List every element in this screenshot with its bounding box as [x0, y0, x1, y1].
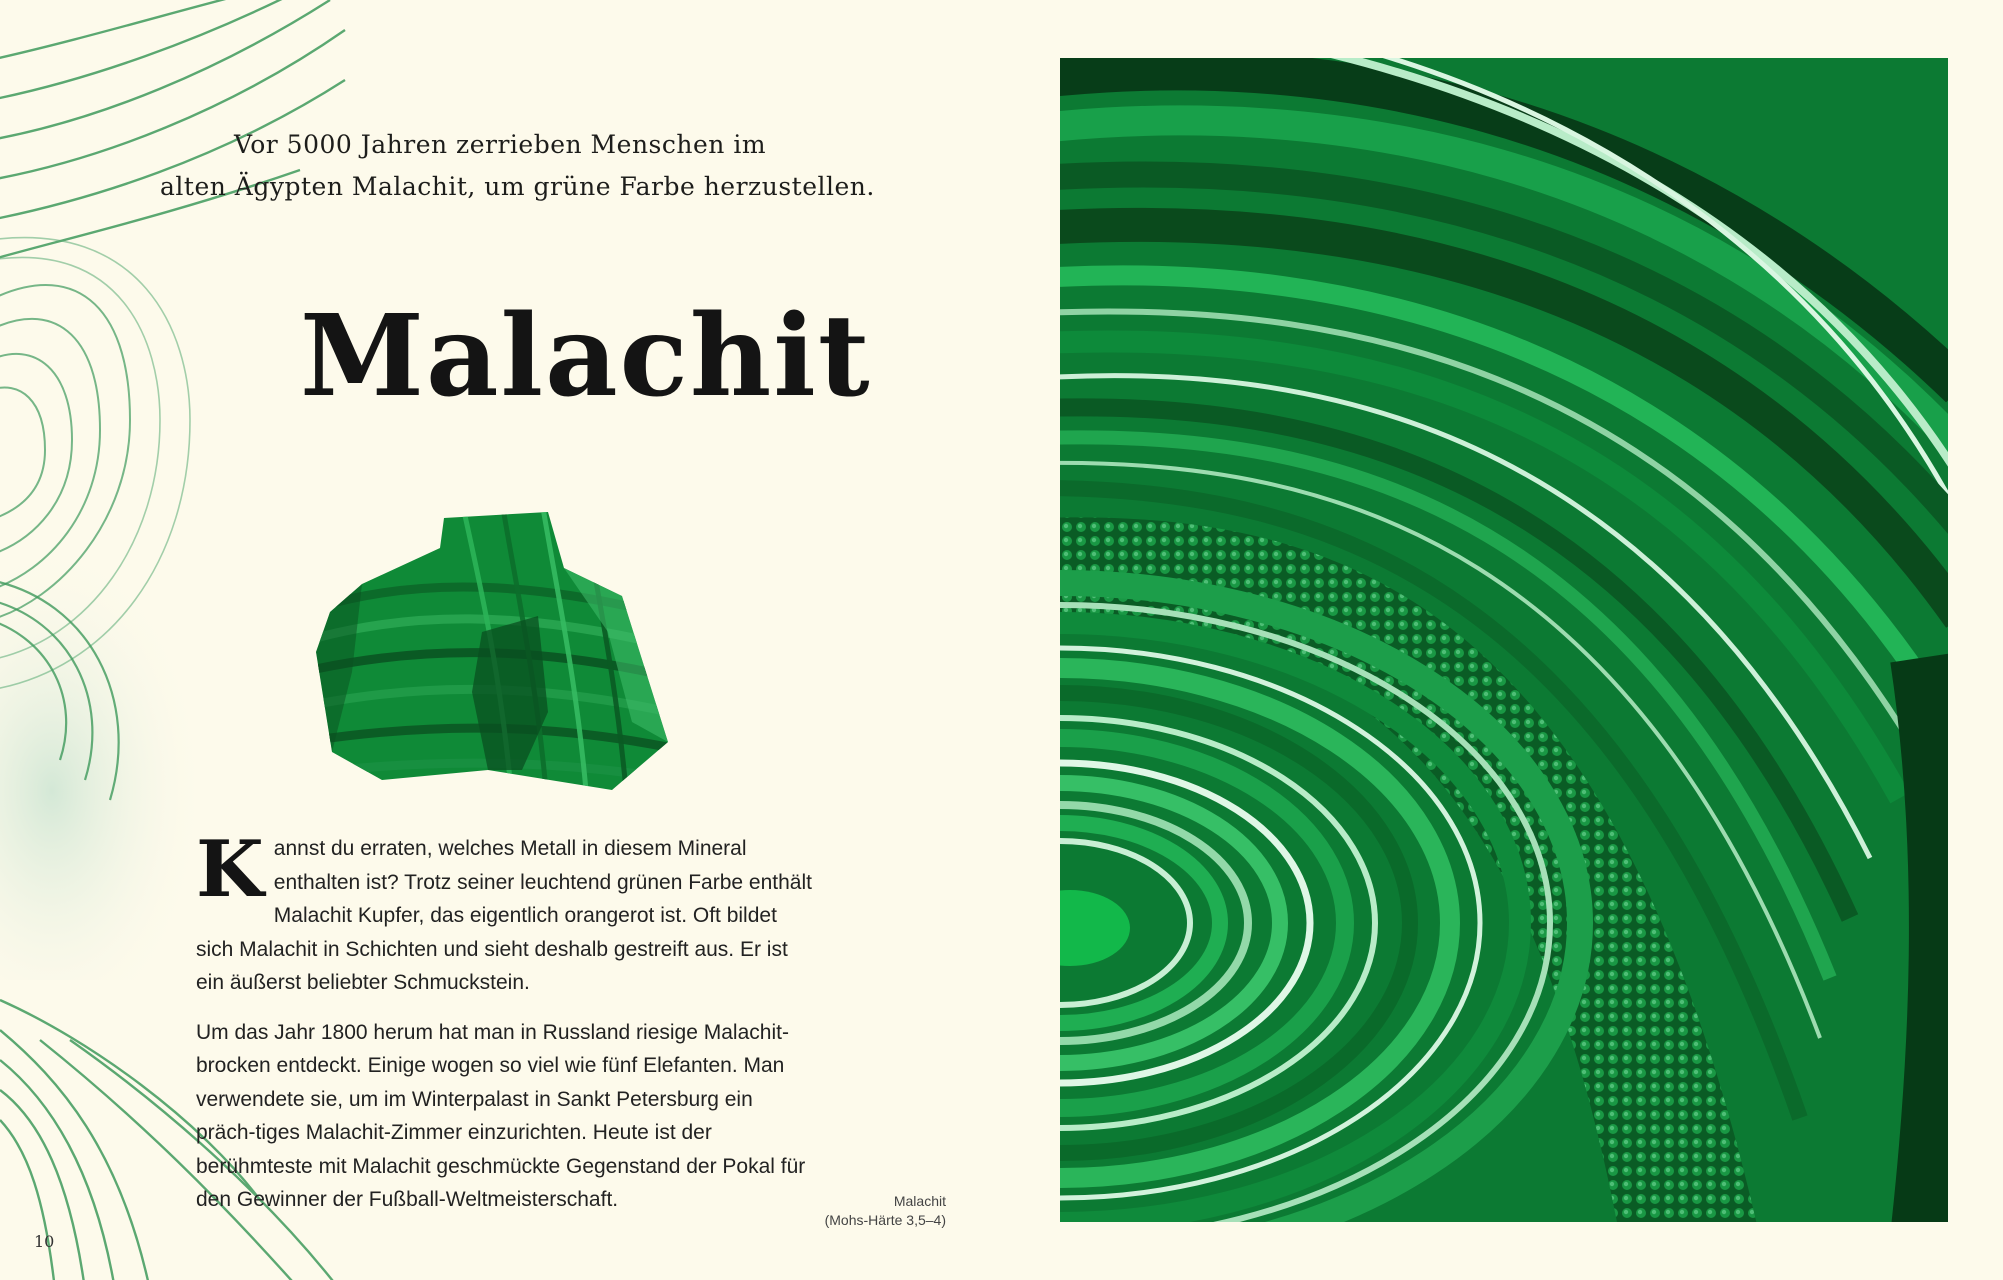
page-title: Malachit: [300, 291, 872, 422]
intro-line-2: alten Ägypten Malachit, um grüne Farbe herzustellen.: [160, 172, 875, 201]
caption-hardness: (Mohs-Härte 3,5–4): [824, 1212, 946, 1228]
intro-line-1: Vor 5000 Jahren zerrieben Menschen im: [233, 130, 767, 159]
intro-text: [160, 124, 875, 208]
paragraph-1: [196, 824, 816, 1000]
malachite-stone-icon: [312, 512, 684, 796]
page-number: 10: [34, 1232, 55, 1251]
photo-caption: [770, 1192, 946, 1230]
body-text: [196, 824, 816, 1233]
malachite-photo-image: [1060, 58, 1948, 1222]
malachite-photo: [1060, 58, 1948, 1222]
drop-cap: K: [196, 824, 264, 915]
caption-name: Malachit: [893, 1193, 946, 1209]
paragraph-1-text: annst du erraten, welches Metall in diesem Mineral enthalten ist? Trotz seiner leuchtend grünen Farbe enthält Malachit Kupfer, das eigentlich orangerot ist. Oft bildet sich Malachit in Schichten und sieht deshalb gestreift aus. Er ist ein äußerst beliebter Schmuckstein.: [196, 837, 812, 994]
paragraph-2: Um das Jahr 1800 herum hat man in Russland riesige Malachit-brocken entdeckt. Einige wogen so viel wie fünf Elefanten. Man verwendete sie, um im Winterpalast in Sankt Petersburg ein präch-tiges Malachit-Zimmer einzurichten. Heute ist der berühmteste mit Malachit geschmückte Gegenstand der Pokal für den Gewinner der Fußball-Weltmeisterschaft.: [196, 1020, 806, 1211]
